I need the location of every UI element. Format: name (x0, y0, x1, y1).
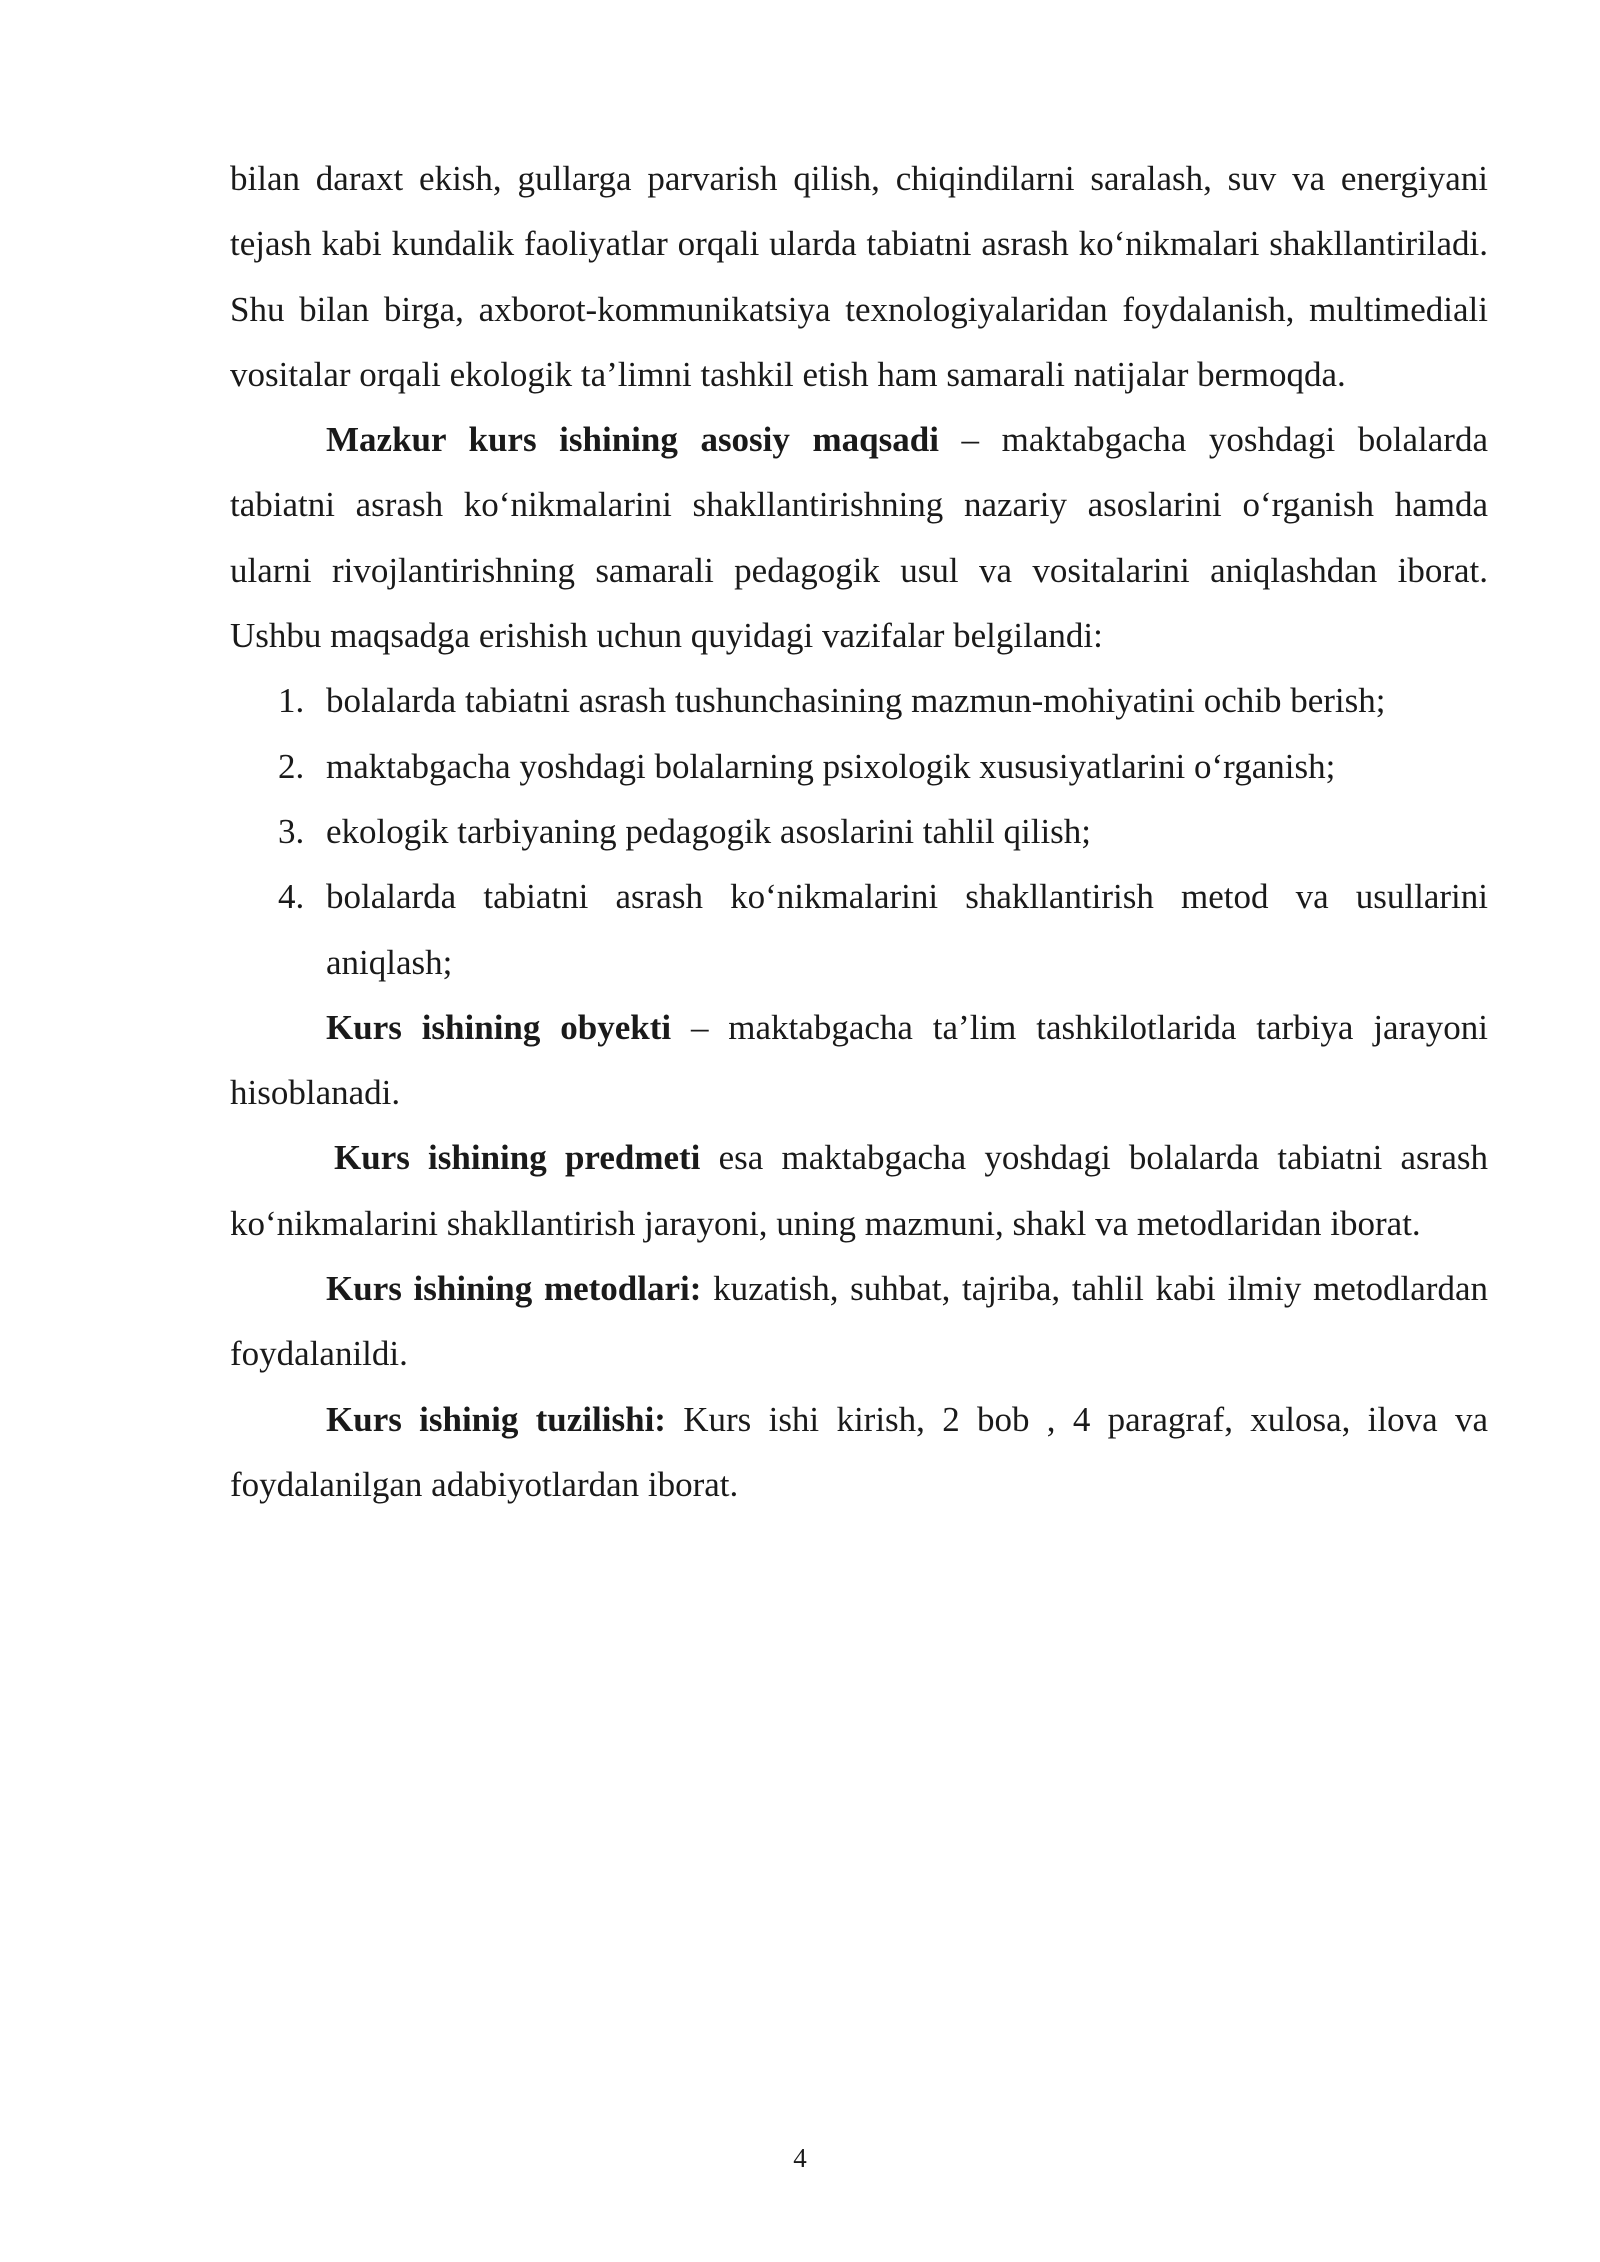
list-item-number: 4. (278, 877, 305, 917)
methods-text: kuzatish, suhbat, tajriba, tahlil kabi ilmiy metodlardan foydalanildi. (230, 1269, 1488, 1374)
subject-label: Kurs ishining predmeti (334, 1138, 701, 1178)
structure-label: Kurs ishinig tuzilishi: (326, 1399, 666, 1439)
subject-paragraph (230, 1125, 1488, 1256)
methods-label: Kurs ishining metodlari: (326, 1269, 702, 1309)
list-item (230, 799, 1488, 864)
methods-paragraph (230, 1256, 1488, 1387)
list-item-number: 1. (278, 681, 305, 721)
subject-text: esa maktabgacha yoshdagi bolalarda tabiatni asrash ko‘nikmalarini shakllantirish jarayoni, uning mazmuni, shakl va metodlaridan iborat. (230, 1138, 1488, 1243)
list-item-number: 2. (278, 746, 305, 786)
goal-paragraph (230, 407, 1488, 668)
object-label: Kurs ishining obyekti (326, 1007, 672, 1047)
list-item-text: ekologik tarbiyaning pedagogik asoslarini tahlil qilish; (326, 811, 1092, 851)
structure-paragraph (230, 1387, 1488, 1518)
goal-text: – maktabgacha yoshdagi bolalarda tabiatni asrash ko‘nikmalarini shakllantirishning nazariy asoslarini o‘rganish hamda ularni rivojlantirishning samarali pedagogik usul va vositalarini aniqlashdan iborat. Ushbu maqsadga erishish uchun quyidagi vazifalar belgilandi: (230, 420, 1488, 656)
object-text: – maktabgacha ta’lim tashkilotlarida tarbiya jarayoni hisoblanadi. (230, 1007, 1488, 1113)
list-item-text: bolalarda tabiatni asrash tushunchasining mazmun-mohiyatini ochib berish; (326, 681, 1386, 721)
list-item-text: bolalarda tabiatni asrash ko‘nikmalarini shakllantirish metod va usullarini aniqlash; (326, 877, 1488, 982)
page-number: 4 (793, 2143, 807, 2173)
list-item (230, 734, 1488, 799)
list-item-text: maktabgacha yoshdagi bolalarning psixologik xususiyatlarini o‘rganish; (326, 746, 1336, 786)
structure-text: Kurs ishi kirish, 2 bob , 4 paragraf, xulosa, ilova va foydalanilgan adabiyotlardan iborat. (230, 1399, 1488, 1504)
object-paragraph (230, 995, 1488, 1126)
goal-label: Mazkur kurs ishining asosiy maqsadi (326, 420, 939, 460)
list-item-number: 3. (278, 811, 305, 851)
list-item (230, 668, 1488, 733)
intro-paragraph: bilan daraxt ekish, gullarga parvarish qilish, chiqindilarni saralash, suv va energiyani tejash kabi kundalik faoliyatlar orqali ularda tabiatni asrash ko‘nikmalari shakllantiriladi. Shu bilan birga, axborot-kommunikatsiya texnologiyalaridan foydalanish, multimediali vositalar orqali ekologik ta’limni tashkil etish ham samarali natijalar bermoqda. (230, 159, 1488, 394)
list-item (230, 864, 1488, 995)
document-page (230, 146, 1488, 1517)
tasks-list (230, 668, 1488, 994)
